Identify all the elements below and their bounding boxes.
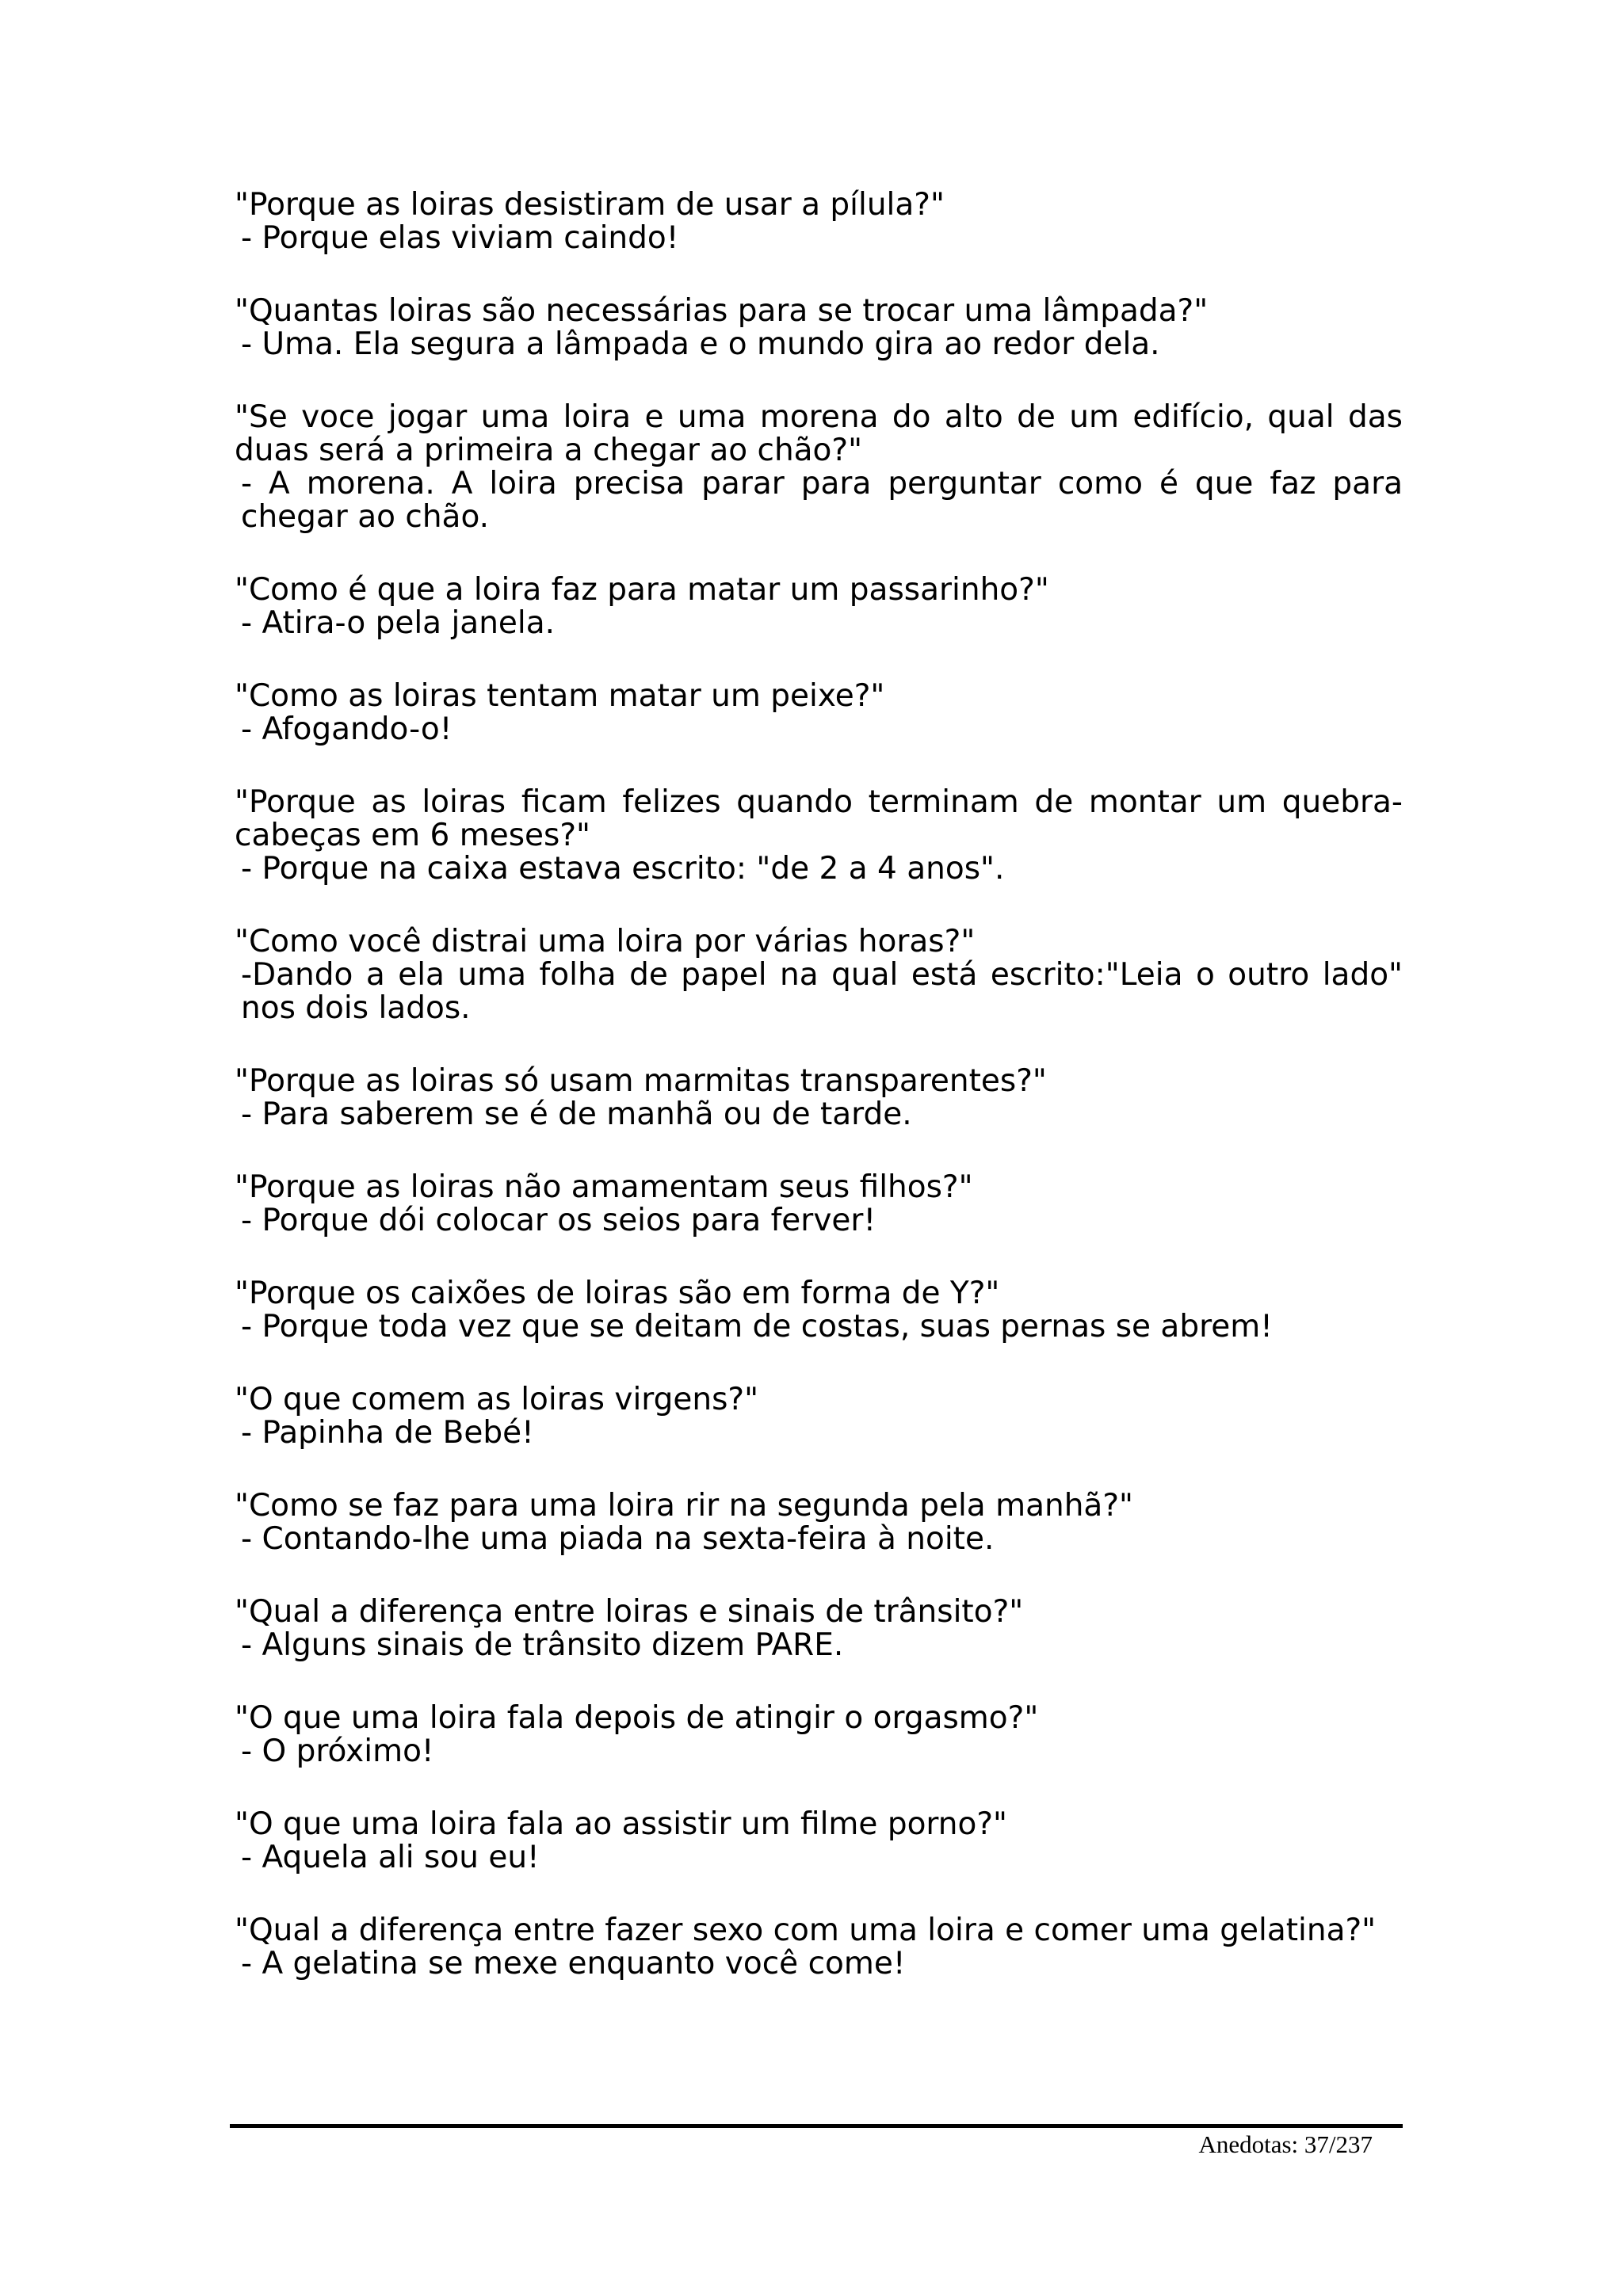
joke-answer: - Uma. Ela segura a lâmpada e o mundo gira ao redor dela. bbox=[241, 326, 1160, 362]
joke-question: "Como se faz para uma loira rir na segunda pela manhã?" bbox=[235, 1488, 1133, 1524]
joke-answer: - Papinha de Bebé! bbox=[241, 1415, 534, 1451]
page-body bbox=[235, 189, 1403, 2020]
joke-answer: - Contando-lhe uma piada na sexta-feira à noite. bbox=[241, 1521, 995, 1557]
joke-item bbox=[235, 401, 1403, 534]
joke-answer: - Afogando-o! bbox=[241, 711, 453, 747]
joke-question: "Porque os caixões de loiras são em forma de Y?" bbox=[235, 1276, 1000, 1311]
joke-question: "O que comem as loiras virgens?" bbox=[235, 1382, 759, 1417]
joke-answer: - Porque elas viviam caindo! bbox=[241, 220, 679, 256]
joke-question: "Porque as loiras só usam marmitas transparentes?" bbox=[235, 1063, 1047, 1099]
joke-answer: -Dando a ela uma folha de papel na qual está escrito:"Leia o outro lado" nos dois lados. bbox=[241, 957, 1403, 1026]
joke-answer: - Porque toda vez que se deitam de costas, suas pernas se abrem! bbox=[241, 1309, 1273, 1344]
joke-item bbox=[235, 1702, 1403, 1768]
joke-answer: - Aquela ali sou eu! bbox=[241, 1840, 540, 1875]
joke-item bbox=[235, 1596, 1403, 1662]
joke-item bbox=[235, 1065, 1403, 1131]
joke-item bbox=[235, 189, 1403, 255]
footer-divider bbox=[230, 2124, 1403, 2128]
joke-question: "Qual a diferença entre loiras e sinais de trânsito?" bbox=[235, 1594, 1024, 1630]
joke-question: "Como é que a loira faz para matar um passarinho?" bbox=[235, 572, 1049, 608]
joke-question: "Porque as loiras não amamentam seus filhos?" bbox=[235, 1169, 973, 1205]
joke-item bbox=[235, 1171, 1403, 1238]
joke-answer: - A gelatina se mexe enquanto você come! bbox=[241, 1946, 906, 1981]
joke-item bbox=[235, 1383, 1403, 1450]
joke-item bbox=[235, 574, 1403, 640]
joke-question: "Quantas loiras são necessárias para se trocar uma lâmpada?" bbox=[235, 293, 1209, 329]
joke-answer: - Alguns sinais de trânsito dizem PARE. bbox=[241, 1627, 844, 1663]
page-number: Anedotas: 37/237 bbox=[1198, 2130, 1373, 2158]
joke-answer: - A morena. A loira precisa parar para perguntar como é que faz para chegar ao chão. bbox=[241, 466, 1403, 535]
joke-item bbox=[235, 1277, 1403, 1344]
joke-question: "Qual a diferença entre fazer sexo com uma loira e comer uma gelatina?" bbox=[235, 1913, 1377, 1948]
joke-answer: - Porque dói colocar os seios para ferver! bbox=[241, 1203, 876, 1238]
joke-item bbox=[235, 1808, 1403, 1875]
joke-answer: - Para saberem se é de manhã ou de tarde. bbox=[241, 1097, 912, 1132]
joke-question: "Como as loiras tentam matar um peixe?" bbox=[235, 678, 885, 714]
joke-item bbox=[235, 1489, 1403, 1556]
joke-question: "Como você distrai uma loira por várias horas?" bbox=[235, 924, 976, 959]
joke-item bbox=[235, 680, 1403, 746]
joke-question: "O que uma loira fala depois de atingir o orgasmo?" bbox=[235, 1700, 1039, 1736]
joke-question: "O que uma loira fala ao assistir um filme porno?" bbox=[235, 1806, 1007, 1842]
joke-answer: - Porque na caixa estava escrito: "de 2 a 4 anos". bbox=[241, 851, 1005, 887]
joke-item bbox=[235, 925, 1403, 1025]
joke-question: "Porque as loiras ficam felizes quando terminam de montar um quebra-cabeças em 6 meses?" bbox=[235, 784, 1403, 853]
joke-item bbox=[235, 295, 1403, 361]
joke-question: "Se voce jogar uma loira e uma morena do alto de um edifício, qual das duas será a primeira a chegar ao chão?" bbox=[235, 399, 1403, 468]
joke-answer: - Atira-o pela janela. bbox=[241, 605, 556, 641]
joke-answer: - O próximo! bbox=[241, 1733, 434, 1769]
joke-item bbox=[235, 1914, 1403, 1981]
joke-question: "Porque as loiras desistiram de usar a pílula?" bbox=[235, 187, 945, 223]
joke-item bbox=[235, 786, 1403, 886]
